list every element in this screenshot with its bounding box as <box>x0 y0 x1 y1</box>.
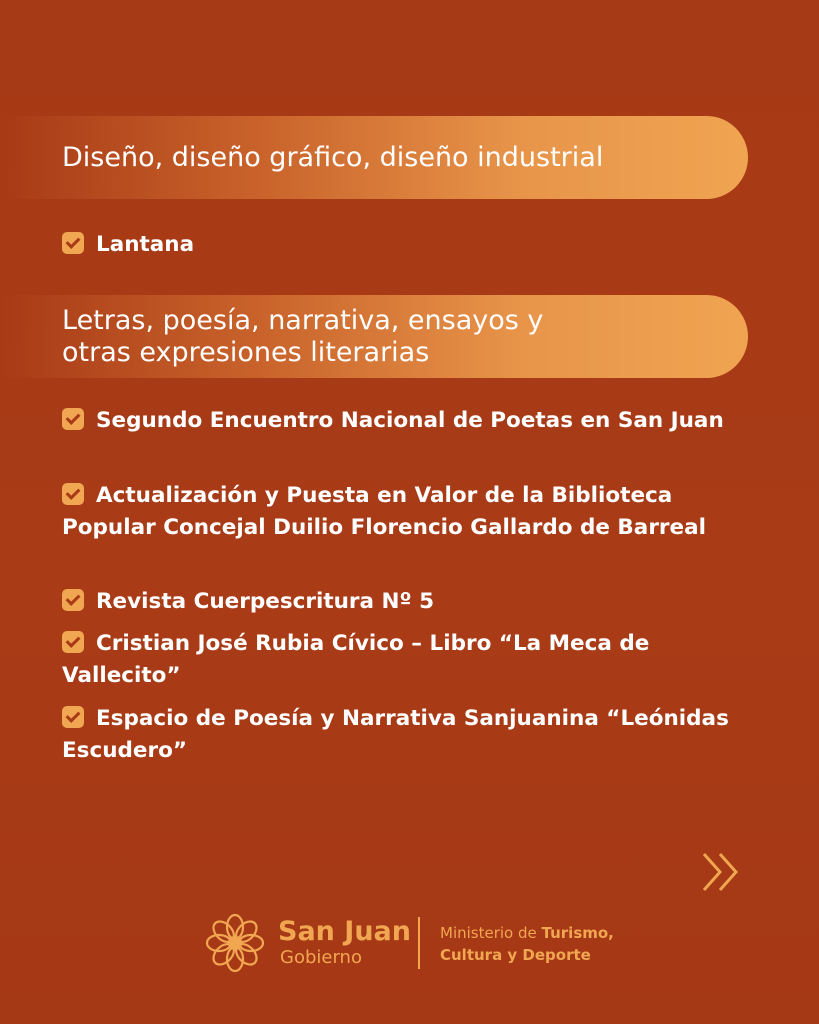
flower-logo-icon <box>204 912 266 974</box>
list-item-text: Lantana <box>96 232 195 257</box>
brand-name: San Juan <box>278 916 411 947</box>
ministry-name-1: Turismo, <box>541 924 614 942</box>
section-heading-design <box>0 116 748 199</box>
list-item-text: Revista Cuerpescritura Nº 5 <box>96 589 435 614</box>
list-item <box>62 628 752 692</box>
heading-line: otras expresiones literarias <box>62 336 430 368</box>
heading-line: Diseño, diseño gráfico, diseño industrial <box>62 142 604 173</box>
heading-line: Letras, poesía, narrativa, ensayos y <box>62 304 544 336</box>
brand-subtitle: Gobierno <box>280 947 362 968</box>
list-item-text: Cristian José Rubia Cívico – Libro “La Meca de Vallecito” <box>62 631 650 688</box>
footer-divider <box>418 917 420 969</box>
list-item <box>62 405 752 437</box>
ministry-name-2: Cultura y Deporte <box>440 946 591 964</box>
list-item-text: Segundo Encuentro Nacional de Poetas en San Juan <box>96 408 724 433</box>
list-item <box>62 480 752 544</box>
list-item-text: Actualización y Puesta en Valor de la Biblioteca Popular Concejal Duilio Florencio Gallardo de Barreal <box>62 483 706 540</box>
list-item <box>62 229 752 261</box>
checkbox-icon <box>62 483 84 505</box>
list-item <box>62 703 752 767</box>
list-item <box>62 586 752 618</box>
checkbox-icon <box>62 706 84 728</box>
checkbox-icon <box>62 589 84 611</box>
double-chevron-right-icon[interactable] <box>700 848 744 896</box>
ministry-prefix: Ministerio de <box>440 924 542 942</box>
checkbox-icon <box>62 408 84 430</box>
checkbox-icon <box>62 232 84 254</box>
list-item-text: Espacio de Poesía y Narrativa Sanjuanina “Leónidas Escudero” <box>62 706 729 763</box>
checkbox-icon <box>62 631 84 653</box>
section-heading-letters <box>0 295 748 378</box>
ministry-label <box>440 922 614 966</box>
